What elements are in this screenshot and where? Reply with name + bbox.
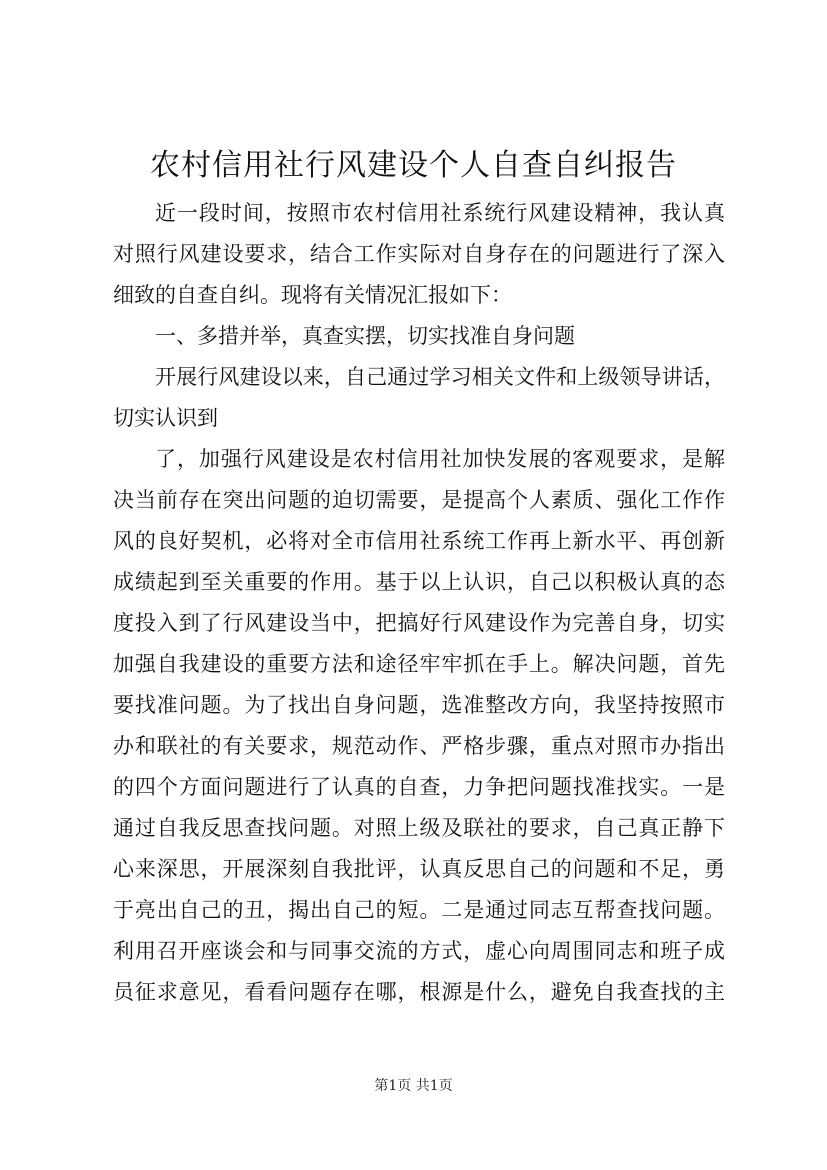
paragraph-line: 办和联社的有关要求，规范动作、严格步骤，重点对照市办指出	[113, 734, 725, 758]
paragraph-line: 度投入到了行风建设当中，把搞好行风建设作为完善自身，切实	[113, 611, 725, 635]
page-number: 第1页 共1页	[374, 1078, 453, 1094]
paragraph-line: 风的良好契机，必将对全市信用社系统工作再上新水平、再创新	[113, 529, 725, 553]
paragraph-line: 了，加强行风建设是农村信用社加快发展的客观要求，是解	[155, 447, 725, 471]
paragraph-line: 心来深思，开展深刻自我批评，认真反思自己的问题和不足，勇	[113, 857, 725, 881]
paragraph-line: 切实认识到	[113, 406, 218, 430]
paragraph-line: 对照行风建设要求，结合工作实际对自身存在的问题进行了深入	[113, 242, 725, 266]
paragraph-line: 于亮出自己的丑，揭出自己的短。二是通过同志互帮查找问题。	[113, 898, 725, 922]
paragraph-line: 员征求意见，看看问题存在哪，根源是什么，避免自我查找的主	[113, 980, 725, 1004]
paragraph-line: 开展行风建设以来，自己通过学习相关文件和上级领导讲话，	[155, 365, 725, 389]
paragraph-line: 利用召开座谈会和与同事交流的方式，虚心向周围同志和班子成	[113, 939, 725, 963]
paragraph-line: 决当前存在突出问题的迫切需要，是提高个人素质、强化工作作	[113, 488, 725, 512]
paragraph-line: 要找准问题。为了找出自身问题，选准整改方向，我坚持按照市	[113, 693, 725, 717]
document-body	[113, 193, 725, 1013]
paragraph-line: 的四个方面问题进行了认真的自查，力争把问题找准找实。一是	[113, 775, 725, 799]
paragraph-line: 成绩起到至关重要的作用。基于以上认识，自己以积极认真的态	[113, 570, 725, 594]
document-title: 农村信用社行风建设个人自查自纠报告	[150, 148, 677, 183]
paragraph-line: 细致的自查自纠。现将有关情况汇报如下：	[113, 283, 512, 307]
paragraph-line: 通过自我反思查找问题。对照上级及联社的要求，自己真正静下	[113, 816, 725, 840]
section-heading: 一、多措并举，真查实摆，切实找准自身问题	[155, 324, 575, 348]
paragraph-line: 加强自我建设的重要方法和途径牢牢抓在手上。解决问题，首先	[113, 652, 725, 676]
paragraph-line: 近一段时间，按照市农村信用社系统行风建设精神，我认真	[155, 201, 725, 225]
